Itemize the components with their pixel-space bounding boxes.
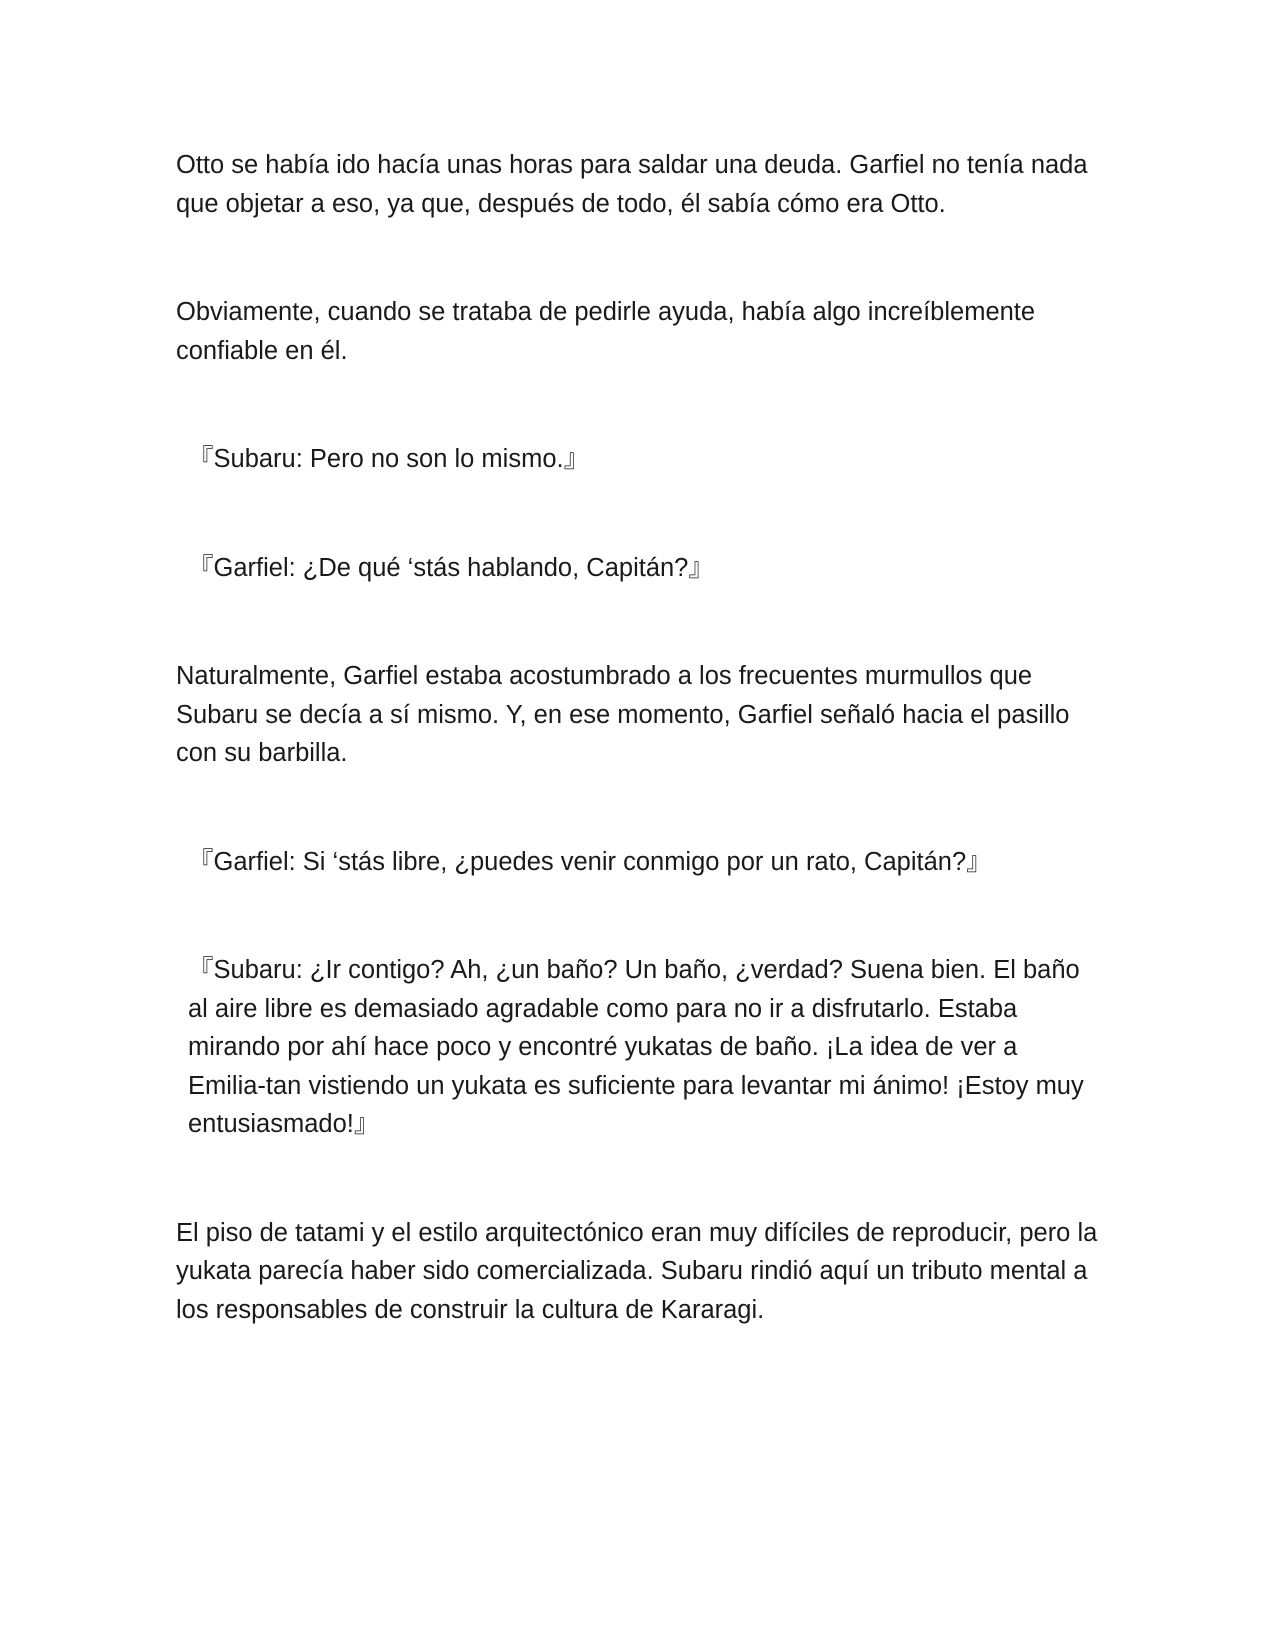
dialogue-subaru-not-same: 『Subaru: Pero no son lo mismo.』 [188, 445, 590, 473]
paragraph-tatami: El piso de tatami y el estilo arquitectónico eran muy difíciles de reproducir, pero la yukata parecía haber sido comercializada. Subaru rindió aquí un tributo mental a los responsables de construir la cultura de Kararagi. [176, 1218, 1098, 1324]
paragraph-otto-debt: Otto se había ido hacía unas horas para saldar una deuda. Garfiel no tenía nada que objetar a eso, ya que, después de todo, él sabía cómo era Otto. [176, 151, 1088, 218]
dialogue-garfiel-come-with-me: 『Garfiel: Si ‘stás libre, ¿puedes venir conmigo por un rato, Capitán?』 [188, 847, 992, 876]
paragraph-murmurs: Naturalmente, Garfiel estaba acostumbrado a los frecuentes murmullos que Subaru se decía a sí mismo. Y, en ese momento, Garfiel señaló hacia el pasillo con su barbilla. [176, 662, 1070, 767]
document-body [176, 146, 1101, 1329]
paragraph-reliable: Obviamente, cuando se trataba de pedirle ayuda, había algo increíblemente confiable en él. [176, 298, 1036, 365]
dialogue-subaru-bath: 『Subaru: ¿Ir contigo? Ah, ¿un baño? Un baño, ¿verdad? Suena bien. El baño al aire libre es demasiado agradable como para no ir a disfrutarlo. Estaba mirando por ahí hace poco y encontré yukatas de baño. ¡La idea de ver a Emilia-tan vistiendo un yukata es suficiente para levantar mi ánimo! ¡Estoy muy entusiasmado!』 [188, 956, 1084, 1138]
dialogue-garfiel-what-talking: 『Garfiel: ¿De qué ‘stás hablando, Capitán?』 [188, 553, 714, 582]
